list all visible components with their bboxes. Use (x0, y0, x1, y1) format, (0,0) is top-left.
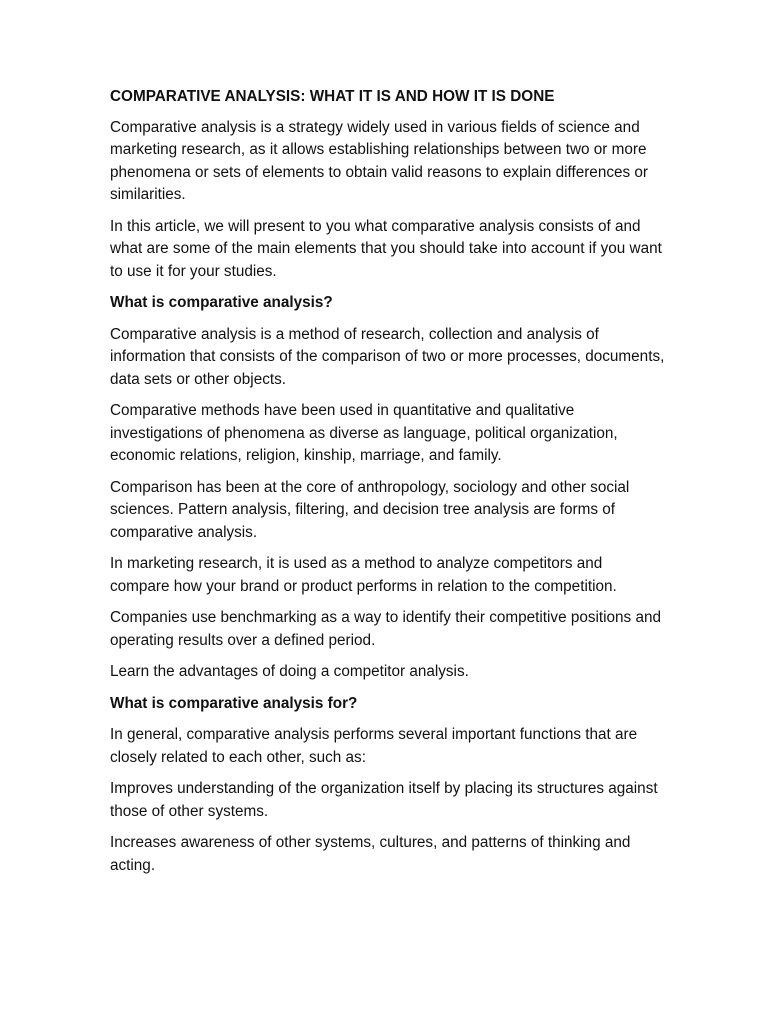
document-title: COMPARATIVE ANALYSIS: WHAT IT IS AND HOW IT IS DONE (110, 88, 555, 105)
intro-paragraph: Comparative analysis is a strategy widely used in various fields of science and marketing research, as it allows establishing relationships between two or more phenomena or sets of elements to obtain valid reasons to explain differences or similarities. (110, 118, 648, 203)
body-paragraph: Companies use benchmarking as a way to identify their competitive positions and operating results over a defined period. (110, 609, 661, 649)
body-paragraph: In general, comparative analysis performs several important functions that are closely related to each other, such as: (110, 726, 638, 766)
intro-paragraph: In this article, we will present to you what comparative analysis consists of and what are some of the main elements that you should take into account if you want to use it for your studies. (110, 217, 662, 280)
body-paragraph: In marketing research, it is used as a method to analyze competitors and compare how your brand or product performs in relation to the competition. (110, 555, 617, 595)
section-heading-what-for: What is comparative analysis for? (110, 694, 358, 712)
body-paragraph: Comparison has been at the core of anthropology, sociology and other social sciences. Pattern analysis, filtering, and decision tree analysis are forms of comparative analysis. (110, 478, 630, 541)
document-body (110, 86, 666, 886)
body-paragraph: Comparative analysis is a method of research, collection and analysis of information that consists of the comparison of two or more processes, documents, data sets or other objects. (110, 325, 665, 388)
body-paragraph: Comparative methods have been used in quantitative and qualitative investigations of phenomena as diverse as language, political organization, economic relations, religion, kinship, marriage, and family. (110, 402, 618, 464)
body-paragraph: Increases awareness of other systems, cultures, and patterns of thinking and acting. (110, 834, 631, 874)
section-heading-what-is: What is comparative analysis? (110, 294, 333, 311)
body-paragraph: Improves understanding of the organization itself by placing its structures against those of other systems. (110, 780, 658, 820)
body-paragraph: Learn the advantages of doing a competitor analysis. (110, 663, 469, 680)
